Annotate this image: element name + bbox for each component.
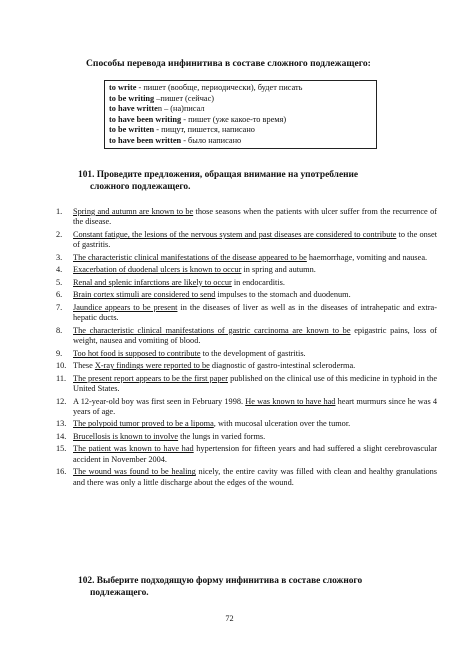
translation: пищут, пишется, написано [161, 125, 255, 135]
infinitive-form-row [109, 136, 372, 147]
list-item [56, 230, 437, 251]
list-item [56, 278, 437, 288]
separator: - [181, 135, 189, 145]
infinitive-form: to have writte [109, 104, 158, 114]
infinitive-form-row [109, 115, 372, 126]
list-item [56, 432, 437, 442]
sentence-text: diagnostic of gastro-intestinal scleroderma. [209, 361, 356, 371]
sentence-text: in spring and autumn. [241, 265, 316, 275]
list-item [56, 374, 437, 395]
sentence-text: hypertension for fifteen years and had suffered a slight cerebrovascular accident in November 2004. [73, 444, 437, 464]
item-number: 12. [56, 396, 67, 406]
sentence-text: published on the clinical use of this medicine in typhoid in the United States. [73, 373, 437, 394]
translation: (на)писал [170, 104, 205, 114]
list-item [56, 467, 437, 488]
list-item [56, 207, 437, 228]
underlined-phrase: The characteristic clinical manifestations of the disease appeared to be [73, 252, 307, 262]
sentence-text: nicely, the entire cavity was filled with clean and healthy granulations and there was only a little discharge about the edges of the wound. [73, 467, 437, 487]
list-item [56, 253, 437, 263]
item-number: 1. [56, 207, 63, 216]
sentence-text: epigastric pains, loss of weight, nausea and vomiting of blood. [73, 325, 437, 346]
exercise-instruction: Проведите предложения, обращая внимание на употребление [96, 170, 359, 180]
list-item [56, 290, 437, 300]
item-number: 6. [56, 290, 63, 300]
underlined-phrase: Brain cortex stimuli are considered to send [73, 290, 216, 300]
underlined-phrase: Spring and autumn are known to be [73, 207, 194, 216]
list-item [56, 419, 437, 429]
exercise-101-title [78, 170, 440, 193]
item-number: 2. [56, 229, 63, 239]
item-number: 5. [56, 277, 63, 287]
sentence-text: in endocarditis. [231, 277, 285, 287]
list-item [56, 303, 437, 324]
underlined-phrase: The present report appears to be the first paper [73, 373, 228, 383]
exercise-number: 102. [78, 576, 95, 586]
section-heading: Способы перевода инфинитива в составе сложного подлежащего: [86, 58, 371, 69]
exercise-instruction-cont: подлежащего. [90, 587, 149, 598]
underlined-phrase: The wound was found to be healing [73, 467, 196, 477]
item-number: 9. [56, 348, 63, 358]
underlined-phrase: Exacerbation of duodenal ulcers is known to occur [73, 265, 242, 275]
sentence-text: to the development of gastritis. [200, 348, 306, 358]
item-number: 14. [56, 431, 67, 441]
separator: n – [157, 104, 171, 114]
underlined-phrase: The characteristic clinical manifestations of gastric carcinoma are known to be [73, 325, 351, 335]
underlined-phrase: Constant fatigue, the lesions of the nervous system and past diseases are considered to contribute [73, 229, 397, 239]
translation: пишет (сейчас) [160, 93, 215, 103]
item-number: 4. [56, 265, 63, 275]
item-number: 10. [56, 361, 67, 371]
underlined-phrase: Jaundice appears to be present [73, 302, 178, 312]
item-number: 8. [56, 325, 63, 335]
sentence-text: These [73, 361, 95, 371]
exercise-instruction-cont: сложного подлежащего. [90, 181, 191, 192]
list-item [56, 361, 437, 371]
translation: пишет (вообще, периодически), будет писать [143, 83, 303, 92]
sentence-list [56, 207, 437, 490]
sentence-text: A 12-year-old boy was first seen in February 1998. [73, 396, 246, 406]
sentence-text: the lungs in varied forms. [178, 431, 266, 441]
underlined-phrase: He was known to have had [245, 396, 336, 406]
translation: было написано [188, 135, 242, 145]
underlined-phrase: Renal and splenic infarctions are likely to occur [73, 277, 232, 287]
translation: пишет (уже какое-то время) [188, 114, 287, 124]
infinitive-form: to be writing [109, 93, 155, 103]
infinitive-forms-table [104, 80, 377, 149]
list-item [56, 349, 437, 359]
list-item [56, 444, 437, 465]
item-number: 13. [56, 419, 67, 429]
infinitive-form: to have been writing [109, 114, 182, 124]
list-item [56, 326, 437, 347]
exercise-number: 101. [78, 170, 95, 180]
sentence-text: those seasons when the patients with ulcer suffer from the recurrence of the disease. [73, 207, 438, 227]
separator: - [136, 83, 144, 92]
separator: - [181, 114, 189, 124]
separator: – [154, 93, 161, 103]
item-number: 15. [56, 444, 67, 454]
separator: - [154, 125, 162, 135]
list-item [56, 265, 437, 275]
item-number: 16. [56, 467, 67, 477]
exercise-instruction: Выберите подходящую форму инфинитива в составе сложного [96, 576, 363, 586]
sentence-text: haemorrhage, vomiting and nausea. [306, 252, 428, 262]
infinitive-form-row [109, 94, 372, 105]
underlined-phrase: The polypoid tumor proved to be a lipoma [73, 419, 214, 429]
page-number: 72 [225, 614, 234, 623]
underlined-phrase: Too hot food is supposed to contribute [73, 348, 201, 358]
infinitive-form: to write [109, 83, 137, 92]
sentence-text: in the diseases of liver as well as in the diseases of intrahepatic and extra-hepatic ducts. [73, 302, 437, 323]
infinitive-form: to be written [109, 125, 155, 135]
sentence-text: heart murmurs since he was 4 years of age. [73, 396, 438, 416]
sentence-text: , with mucosal ulceration over the tumor. [213, 419, 351, 429]
item-number: 7. [56, 302, 63, 312]
underlined-phrase: The patient was known to have had [73, 444, 194, 454]
infinitive-form: to have been written [109, 135, 182, 145]
infinitive-form-row [109, 125, 372, 136]
item-number: 11. [56, 373, 67, 383]
infinitive-form-row [109, 83, 372, 94]
exercise-102-title [78, 576, 440, 599]
underlined-phrase: X-ray findings were reported to be [94, 361, 210, 371]
sentence-text: impulses to the stomach and duodenum. [215, 290, 351, 300]
list-item [56, 397, 437, 418]
item-number: 3. [56, 252, 63, 262]
infinitive-form-row [109, 104, 372, 115]
underlined-phrase: Brucellosis is known to involve [73, 431, 179, 441]
sentence-text: to the onset of gastritis. [73, 229, 437, 250]
